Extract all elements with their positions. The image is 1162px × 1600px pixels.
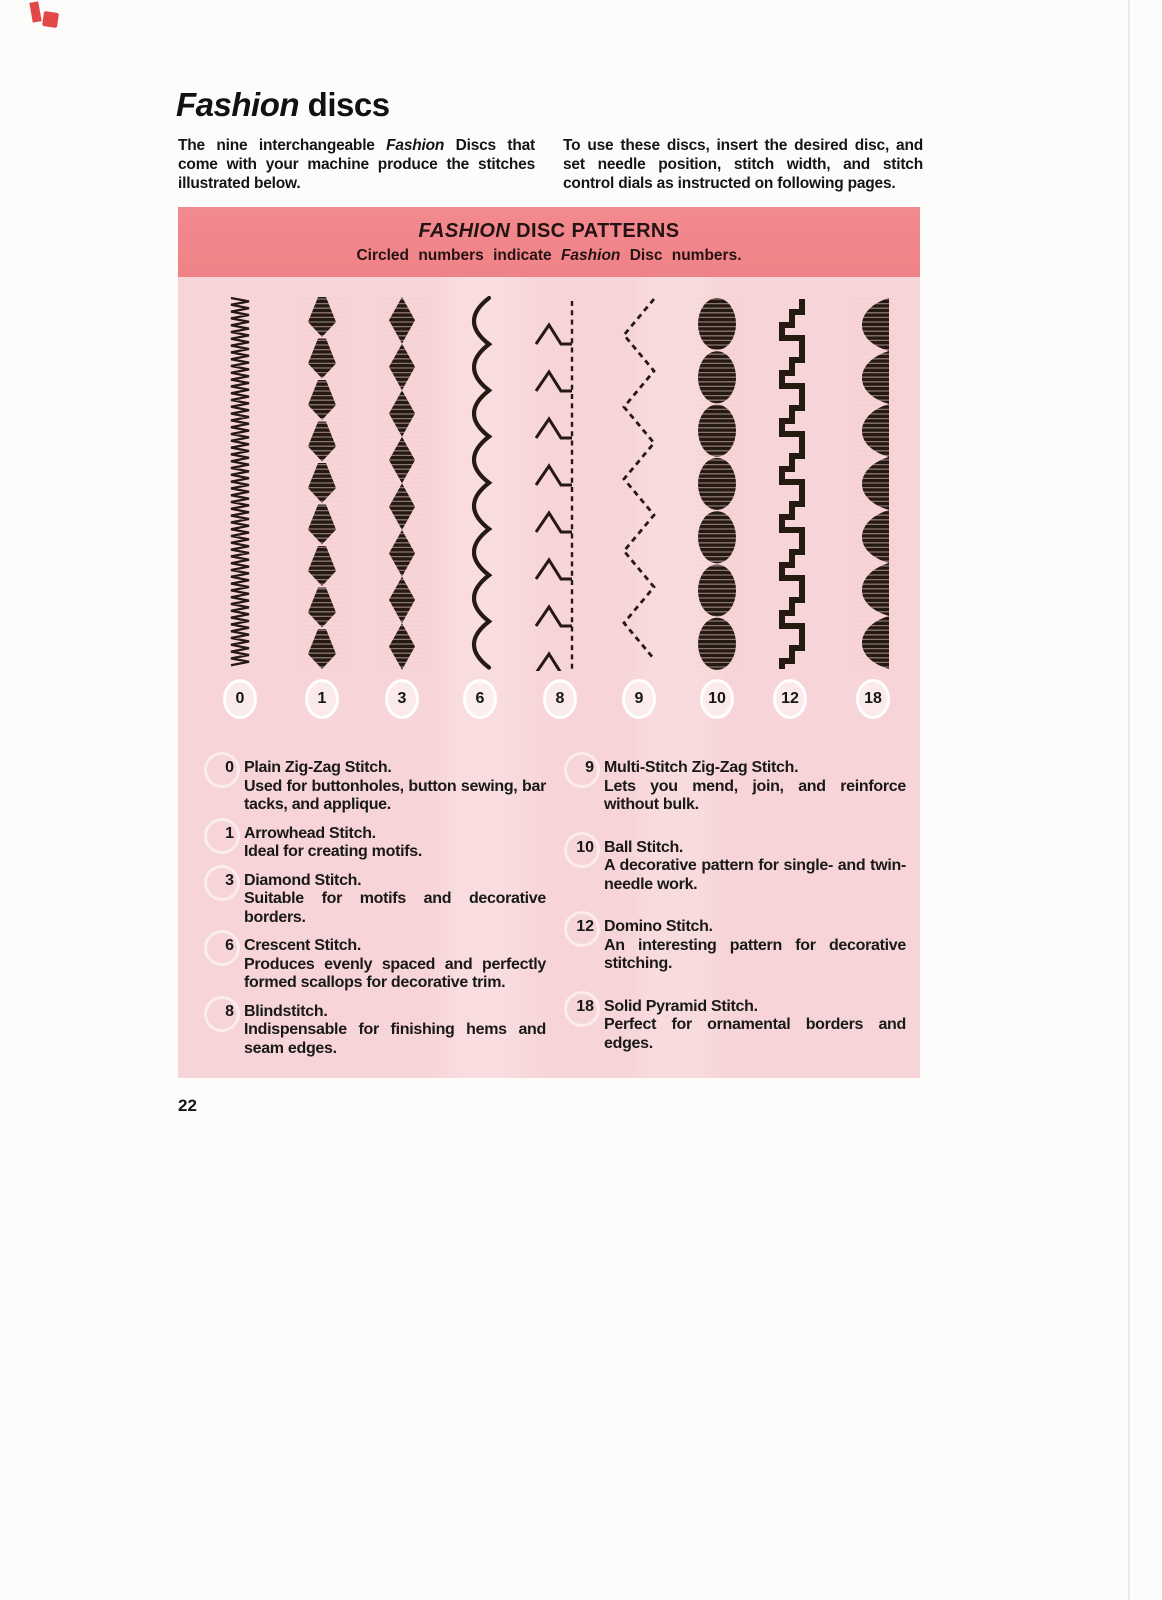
descriptions-right-column [568,759,908,1077]
stitch-description-item [208,872,548,928]
stitch-description-item [208,1003,548,1059]
stitch-title: Multi-Stitch Zig-Zag Stitch. [604,759,799,776]
stitch-body: Used for buttonholes, button sewing, bar tacks, and applique. [244,777,546,813]
stitch-body: Indispensable for finishing hems and seam edges. [244,1021,546,1057]
intro-left-text: Discs that come with your machine produce the stitches illustrated below. [178,137,535,192]
panel-subtitle [178,247,920,265]
stitch-title: Blindstitch. [244,1002,328,1020]
stitch-description-item [568,998,908,1054]
intro-left-italic: Fashion [386,137,445,154]
disc-number-badge: 1 [305,679,339,719]
stitch-pattern-column-18 [843,295,903,719]
stitch-body: Suitable for motifs and decorative borders. [244,890,546,926]
disc-number: 8 [208,1003,234,1059]
descriptions-left-column [208,759,548,1068]
faint-circle [564,752,600,788]
page-number: 22 [178,1096,197,1115]
faint-circle [204,930,240,966]
red-print-mark [42,11,59,28]
panel-title-italic: FASHION [418,220,511,242]
red-print-mark [29,1,41,22]
stitch-pattern-column-6 [450,295,510,719]
stitch-description-item [208,825,548,862]
panel-subtitle-text: Disc numbers. [620,247,742,264]
disc-number: 0 [208,759,234,815]
stitch-description-item [568,918,908,974]
disc-number-badge: 9 [622,679,656,719]
stitch-title: Ball Stitch. [604,838,684,856]
disc-number: 3 [208,872,234,928]
stitch-pattern-column-10 [687,295,747,719]
faint-circle [204,752,240,788]
faint-circle [204,818,240,854]
crescent-stitch-icon [450,295,510,671]
disc-number-badge: 8 [543,679,577,719]
intro-paragraph-right: To use these discs, insert the desired disc, and set needle position, stitch width, and stitch control dials as instructed on following pages. [563,137,923,192]
stitch-body: Lets you mend, join, and reinforce without bulk. [604,777,906,813]
stitch-body: Perfect for ornamental borders and edges. [604,1016,906,1052]
plain-zigzag-stitch-icon [210,295,270,671]
domino-stitch-icon [760,295,820,671]
stitch-description-item [568,759,908,815]
page-edge-line [1128,0,1130,1600]
panel-title [178,207,920,243]
stitch-pattern-column-9 [609,295,669,719]
stitch-body: Ideal for creating motifs. [244,843,423,860]
blindstitch-icon [530,295,590,671]
stitch-pattern-column-3 [372,295,432,719]
stitch-pattern-column-1 [292,295,352,719]
stitch-description-item [208,937,548,993]
stitch-title: Diamond Stitch. [244,871,362,889]
disc-number: 6 [208,937,234,993]
panel-title-rest: DISC PATTERNS [510,220,680,242]
ball-stitch-icon [687,295,747,671]
stitch-title: Crescent Stitch. [244,937,362,954]
stitch-pattern-column-0 [210,295,270,719]
page-title-italic: Fashion [176,86,300,123]
panel-subtitle-italic: Fashion [560,247,621,264]
disc-number: 10 [568,839,594,895]
faint-circle [204,996,240,1032]
disc-number-badge: 3 [385,679,419,719]
page-title [176,86,390,124]
disc-number: 18 [568,998,594,1054]
disc-number-badge: 6 [463,679,497,719]
stitch-body: An interesting pattern for decorative stitching. [604,936,906,972]
disc-number: 12 [568,918,594,974]
faint-circle [204,865,240,901]
disc-number: 9 [568,759,594,815]
disc-number: 1 [208,825,234,862]
stitch-pattern-column-12 [760,295,820,719]
stitch-title: Domino Stitch. [604,918,713,935]
page-title-regular: discs [299,86,390,123]
stitch-body: Produces evenly spaced and perfectly formed scallops for decorative trim. [244,955,546,991]
multi-stitch-zigzag-icon [609,295,669,671]
disc-number-badge: 12 [773,679,807,719]
stitch-title: Arrowhead Stitch. [244,824,376,842]
panel-header-band [178,207,920,277]
stitch-title: Solid Pyramid Stitch. [604,997,758,1015]
diamond-stitch-icon [372,295,432,671]
disc-number-badge: 10 [700,679,734,719]
stitch-description-item [568,839,908,895]
stitch-pattern-column-8 [530,295,590,719]
fashion-disc-patterns-panel [178,207,920,1078]
intro-left-text: The nine interchangeable [178,137,387,154]
intro-paragraph-left [178,136,535,193]
disc-number-badge: 0 [223,679,257,719]
disc-number-badge: 18 [856,679,890,719]
arrowhead-stitch-icon [292,295,352,671]
stitch-body: A decorative pattern for single- and twin-needle work. [604,857,906,893]
stitch-title: Plain Zig-Zag Stitch. [244,759,392,776]
stitch-description-item [208,759,548,815]
panel-subtitle-text: Circled numbers indicate [356,247,561,264]
solid-pyramid-stitch-icon [843,295,903,671]
